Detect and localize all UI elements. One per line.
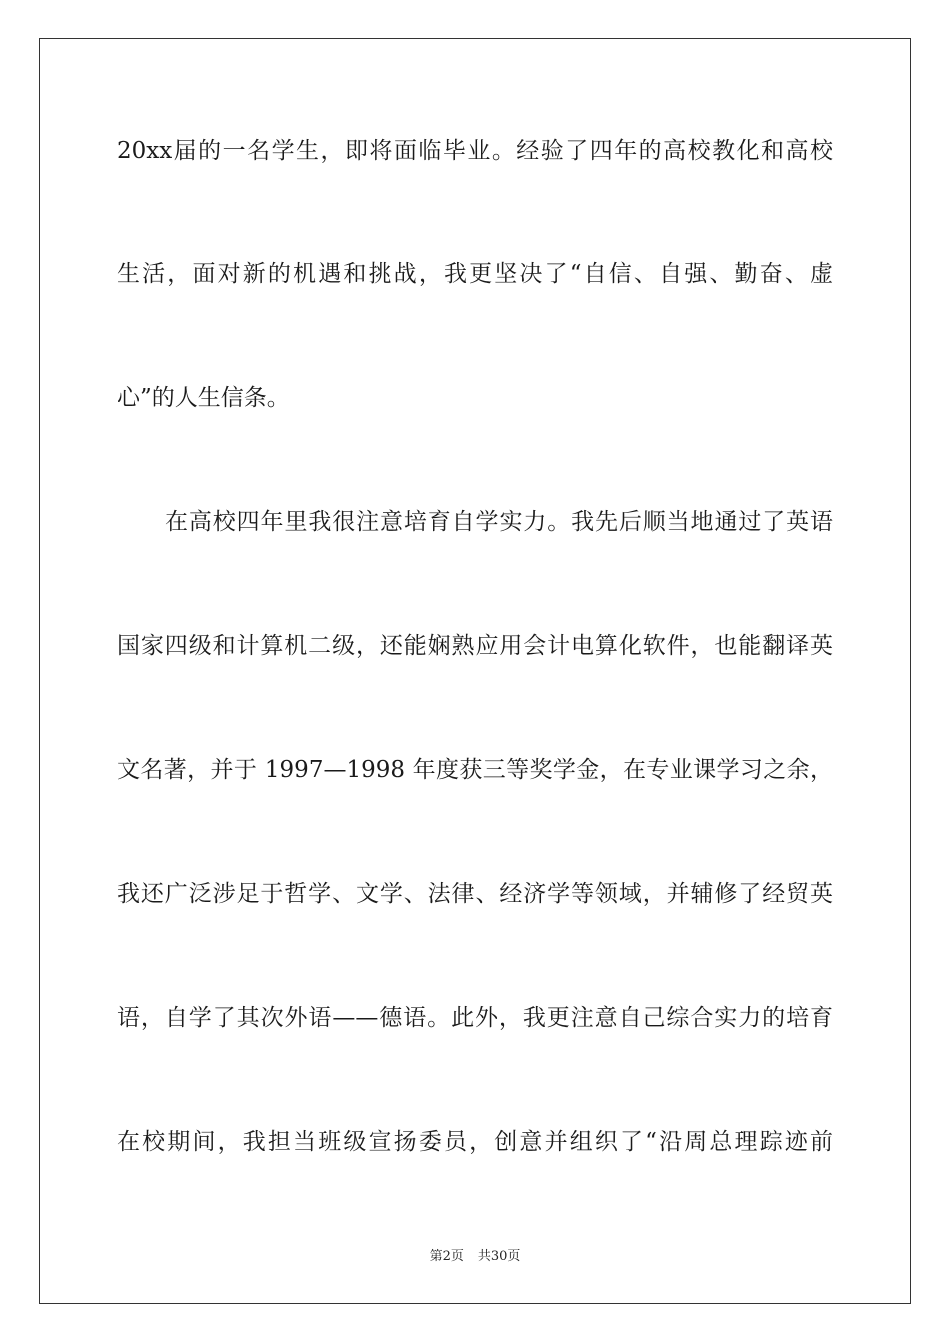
text-line-1: 20xx届的一名学生，即将面临毕业。经验了四年的高校教化和高校 xyxy=(117,138,833,164)
text-line-8: 语，自学了其次外语——德语。此外，我更注意自己综合实力的培育 xyxy=(117,1005,833,1031)
text-line-3: 心”的人生信条。 xyxy=(117,385,290,411)
text-line-7: 我还广泛涉足于哲学、文学、法律、经济学等领域，并辅修了经贸英 xyxy=(117,881,833,907)
page-footer xyxy=(0,1245,950,1264)
text-line-9: 在校期间，我担当班级宣扬委员，创意并组织了“沿周总理踪迹前 xyxy=(117,1129,833,1155)
page-border xyxy=(39,38,911,1304)
page-number: 第2页 xyxy=(429,1249,464,1264)
text-line-6: 文名著，并于 1997—1998 年度获三等奖学金，在专业课学习之余， xyxy=(117,757,833,783)
text-line-4: 在高校四年里我很注意培育自学实力。我先后顺当地通过了英语 xyxy=(165,509,833,535)
text-line-5: 国家四级和计算机二级，还能娴熟应用会计电算化软件，也能翻译英 xyxy=(117,633,833,659)
page-total: 共30页 xyxy=(477,1249,521,1264)
text-line-2: 生活，面对新的机遇和挑战，我更坚决了“自信、自强、勤奋、虚 xyxy=(117,261,833,287)
